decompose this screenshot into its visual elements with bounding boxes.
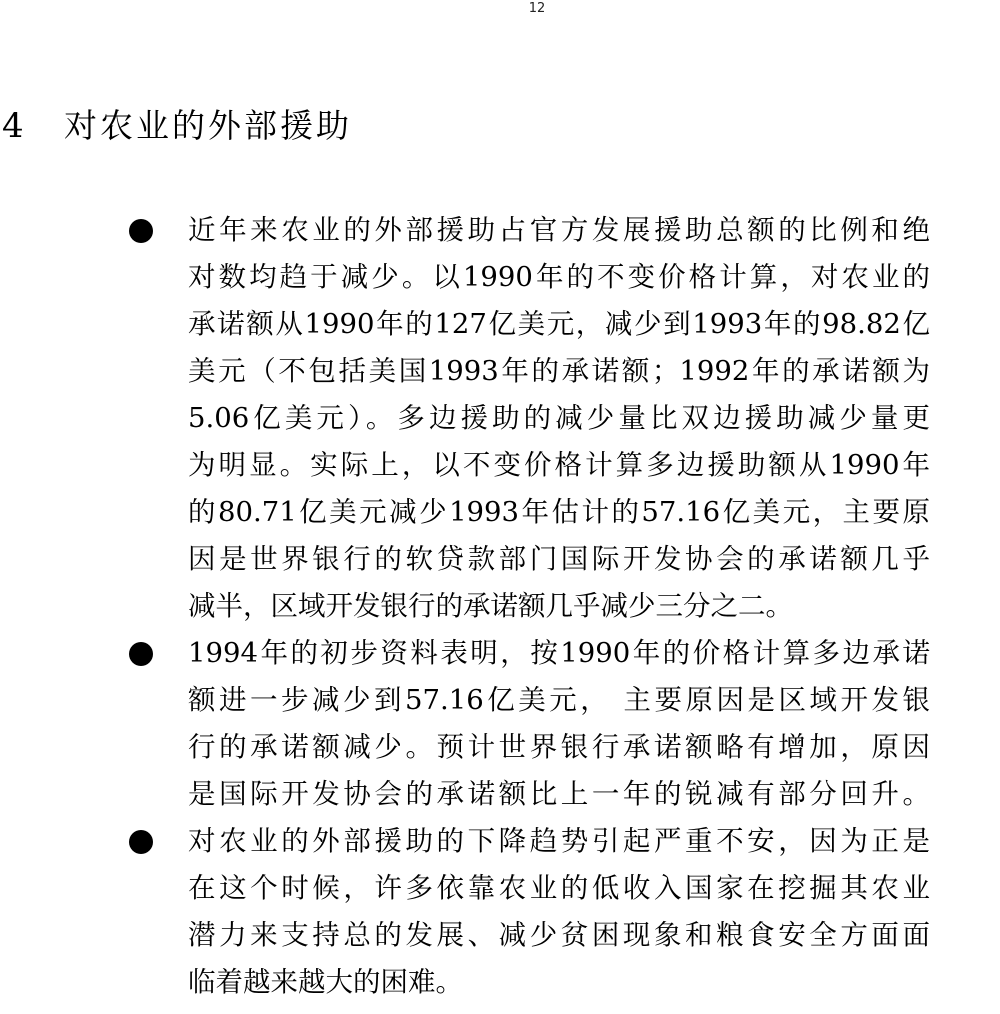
paragraph-line: 对数均趋于减少。以1990年的不变价格计算，对农业的 xyxy=(188,261,930,293)
bullet-list xyxy=(0,207,1000,1006)
paragraph-line: 美元（不包括美国1993年的承诺额；1992年的承诺额为 xyxy=(188,355,930,387)
paragraph-line: 承诺额从1990年的127亿美元，减少到1993年的98.82亿 xyxy=(188,308,930,340)
paragraph-line: 额进一步减少到57.16亿美元， 主要原因是区域开发银 xyxy=(188,684,930,716)
section-title: 对农业的外部援助 xyxy=(64,106,352,145)
bullet-dot-icon xyxy=(129,642,153,666)
bullet-item-1 xyxy=(0,207,930,630)
bullet-item-3 xyxy=(0,818,930,1006)
paragraph-line: 行的承诺额减少。预计世界银行承诺额略有增加，原因 xyxy=(188,731,930,763)
paragraph-line: 为明显。实际上，以不变价格计算多边援助额从1990年 xyxy=(188,449,930,481)
paragraph-line: 在这个时候，许多依靠农业的低收入国家在挖掘其农业 xyxy=(188,872,930,904)
page-number: 12 xyxy=(528,1,546,16)
paragraph-line: 是国际开发协会的承诺额比上一年的锐减有部分回升。 xyxy=(188,778,930,810)
section-heading xyxy=(0,104,352,148)
paragraph-line: 减半，区域开发银行的承诺额几乎减少三分之二。 xyxy=(188,590,793,622)
bullet-item-2 xyxy=(0,630,930,818)
paragraph-line: 1994年的初步资料表明，按1990年的价格计算多边承诺 xyxy=(188,637,930,669)
bullet-dot-icon xyxy=(129,219,153,243)
bullet-dot-icon xyxy=(129,830,153,854)
paragraph-line: 5.06亿美元）。多边援助的减少量比双边援助减少量更 xyxy=(188,402,930,434)
section-number: 4 xyxy=(2,106,24,146)
paragraph-line: 临着越来越大的困难。 xyxy=(188,966,463,998)
paragraph-line: 潜力来支持总的发展、减少贫困现象和粮食安全方面面 xyxy=(188,919,930,951)
paragraph-line: 因是世界银行的软贷款部门国际开发协会的承诺额几乎 xyxy=(188,543,930,575)
paragraph-line: 的80.71亿美元减少1993年估计的57.16亿美元，主要原 xyxy=(188,496,930,528)
paragraph-line: 近年来农业的外部援助占官方发展援助总额的比例和绝 xyxy=(188,214,930,246)
paragraph-line: 对农业的外部援助的下降趋势引起严重不安，因为正是 xyxy=(188,825,930,857)
